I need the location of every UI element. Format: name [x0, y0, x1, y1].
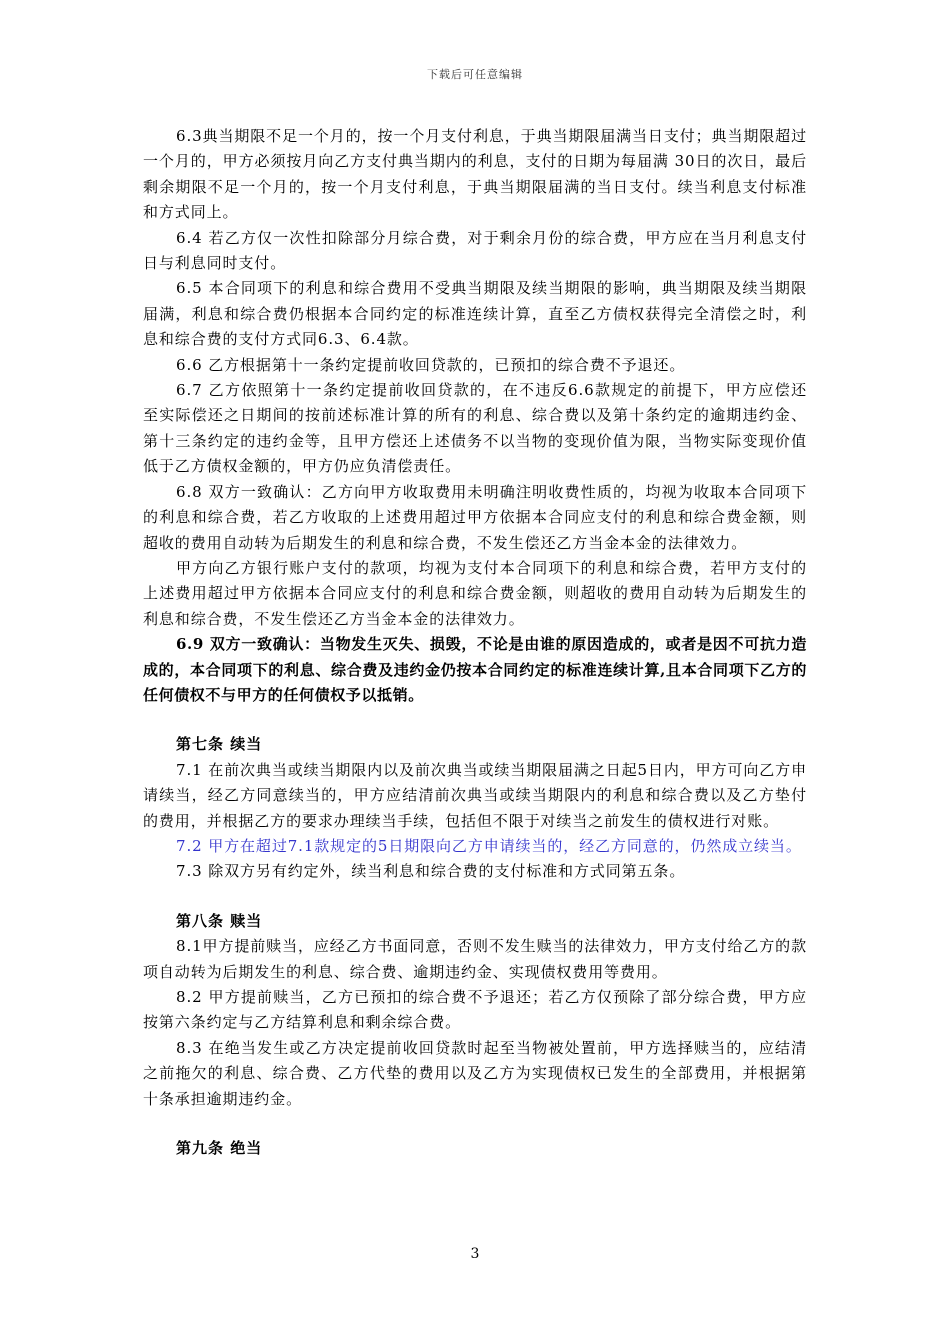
clause-6-3: 6.3典当期限不足一个月的，按一个月支付利息，于典当期限届满当日支付；典当期限超过一个月的，甲方必须按月向乙方支付典当期内的利息，支付的日期为每届满 30日的次日，最后剩余期限不足一个月的，按一个月支付利息，于典当期限届满的当日支付。续当利息支付标准和方式同上。: [143, 127, 807, 222]
clause-6-6: 6.6 乙方根据第十一条约定提前收回贷款的，已预扣的综合费不予退还。: [176, 355, 686, 374]
clause-8-3: 8.3 在绝当发生或乙方决定提前收回贷款时起至当物被处置前，甲方选择赎当的，应结清之前拖欠的利息、综合费、乙方代垫的费用以及乙方为实现债权已发生的全部费用，并根据第十条承担逾期违约金。: [143, 1038, 807, 1108]
article-7-heading: 第七条 续当: [176, 735, 263, 754]
clause-6-7: 6.7 乙方依照第十一条约定提前收回贷款的，在不违反6.6款规定的前提下，甲方应偿还至实际偿还之日期间的按前述标准计算的所有的利息、综合费以及第十条约定的逾期违约金、第十三条约定的违约金等，且甲方偿还上述债务不以当物的变现价值为限，当物实际变现价值低于乙方债权金额的，甲方仍应负清偿责任。: [143, 381, 807, 476]
document-body: [143, 124, 807, 1161]
clause-6-9: 6.9 双方一致确认：当物发生灭失、损毁，不论是由谁的原因造成的，或者是因不可抗力造成的，本合同项下的利息、综合费及违约金仍按本合同约定的标准连续计算,且本合同项下乙方的任何债权不与甲方的任何债权予以抵销。: [143, 635, 807, 704]
clause-7-1: 7.1 在前次典当或续当期限内以及前次典当或续当期限届满之日起5日内，甲方可向乙方申请续当，经乙方同意续当的，甲方应结清前次典当或续当期限内的利息和综合费以及乙方垫付的费用，并根据乙方的要求办理续当手续，包括但不限于对续当之前发生的债权进行对账。: [143, 760, 807, 830]
clause-8-1: 8.1甲方提前赎当，应经乙方书面同意，否则不发生赎当的法律效力，甲方支付给乙方的款项自动转为后期发生的利息、综合费、逾期违约金、实现债权费用等费用。: [143, 937, 807, 981]
clause-6-5: 6.5 本合同项下的利息和综合费用不受典当期限及续当期限的影响，典当期限及续当期限届满，利息和综合费仍根据本合同约定的标准连续计算，直至乙方债权获得完全清偿之时，利息和综合费的支付方式同6.3、6.4款。: [143, 279, 807, 349]
page-number: 3: [470, 1246, 480, 1262]
clause-7-3: 7.3 除双方另有约定外，续当利息和综合费的支付标准和方式同第五条。: [176, 862, 686, 881]
clause-7-2: 7.2 甲方在超过7.1款规定的5日期限向乙方申请续当的，经乙方同意的，仍然成立续当。: [176, 836, 802, 855]
page-header: 下载后可任意编辑: [427, 68, 523, 81]
article-8-heading: 第八条 赎当: [176, 911, 263, 930]
clause-6-8-continued: 甲方向乙方银行账户支付的款项，均视为支付本合同项下的利息和综合费，若甲方支付的上述费用超过甲方依据本合同应支付的利息和综合费金额，则超收的费用自动转为后期发生的利息和综合费，不发生偿还乙方当金本金的法律效力。: [143, 558, 807, 628]
clause-6-4: 6.4 若乙方仅一次性扣除部分月综合费，对于剩余月份的综合费，甲方应在当月利息支付日与利息同时支付。: [143, 228, 807, 273]
article-9-heading: 第九条 绝当: [176, 1139, 263, 1158]
clause-8-2: 8.2 甲方提前赎当，乙方已预扣的综合费不予退还；若乙方仅预除了部分综合费，甲方应按第六条约定与乙方结算利息和剩余综合费。: [143, 988, 807, 1032]
clause-6-8: 6.8 双方一致确认：乙方向甲方收取费用未明确注明收费性质的，均视为收取本合同项下的利息和综合费，若乙方收取的上述费用超过甲方依据本合同应支付的利息和综合费金额，则超收的费用自动转为后期发生的利息和综合费，不发生偿还乙方当金本金的法律效力。: [143, 482, 807, 552]
